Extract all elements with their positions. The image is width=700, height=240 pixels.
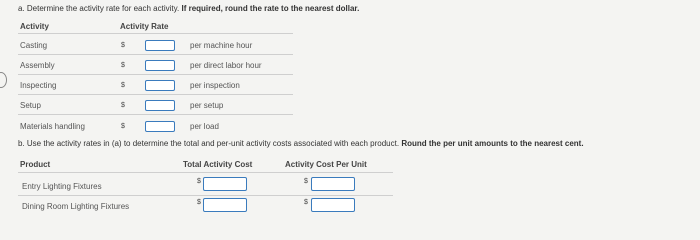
activity-label-casting: Casting [20,41,48,50]
part-b-instruction-text: b. Use the activity rates in (a) to determine the total and per-unit activity costs associated with each product. [18,139,400,148]
currency-symbol: $ [121,82,125,89]
column-header-total-activity-cost: Total Activity Cost [183,160,253,169]
part-a-instruction-text: a. Determine the activity rate for each activity. [18,4,180,13]
per-unit-cost-input-entry[interactable] [311,177,355,191]
currency-symbol: $ [121,42,125,49]
row-divider [18,74,293,75]
product-label-dining-room: Dining Room Lighting Fixtures [22,202,130,211]
currency-symbol: $ [121,102,125,109]
part-b-instruction [18,139,584,148]
rate-input-materials-handling[interactable] [145,121,175,132]
currency-symbol: $ [197,199,201,206]
row-divider [18,94,293,95]
currency-symbol: $ [121,62,125,69]
currency-symbol: $ [304,199,308,206]
rate-input-assembly[interactable] [145,60,175,71]
part-a-instruction-bold: If required, round the rate to the nearest dollar. [181,4,360,13]
bracket-decoration [0,72,7,88]
part-a-instruction [18,4,359,13]
unit-label-assembly: per direct labor hour [190,61,262,70]
header-divider [18,33,293,34]
column-header-activity-cost-per-unit: Activity Cost Per Unit [285,160,367,169]
column-header-activity-rate: Activity Rate [120,22,169,31]
activity-label-inspecting: Inspecting [20,81,57,90]
currency-symbol: $ [121,123,125,130]
activity-label-assembly: Assembly [20,61,55,70]
currency-symbol: $ [197,178,201,185]
header-divider [18,172,393,173]
row-divider [18,195,393,196]
unit-label-inspecting: per inspection [190,81,240,90]
unit-label-materials-handling: per load [190,122,219,131]
unit-label-setup: per setup [190,101,224,110]
rate-input-setup[interactable] [145,100,175,111]
column-header-activity: Activity [20,22,49,31]
rate-input-casting[interactable] [145,40,175,51]
currency-symbol: $ [304,178,308,185]
row-divider [18,54,293,55]
activity-label-setup: Setup [20,101,41,110]
per-unit-cost-input-dining-room[interactable] [311,198,355,212]
total-cost-input-entry[interactable] [203,177,247,191]
activity-label-materials-handling: Materials handling [20,122,85,131]
row-divider [18,114,293,115]
unit-label-casting: per machine hour [190,41,253,50]
total-cost-input-dining-room[interactable] [203,198,247,212]
part-b-instruction-bold: Round the per unit amounts to the nearest cent. [401,139,584,148]
column-header-product: Product [20,160,51,169]
rate-input-inspecting[interactable] [145,80,175,91]
product-label-entry: Entry Lighting Fixtures [22,182,102,191]
